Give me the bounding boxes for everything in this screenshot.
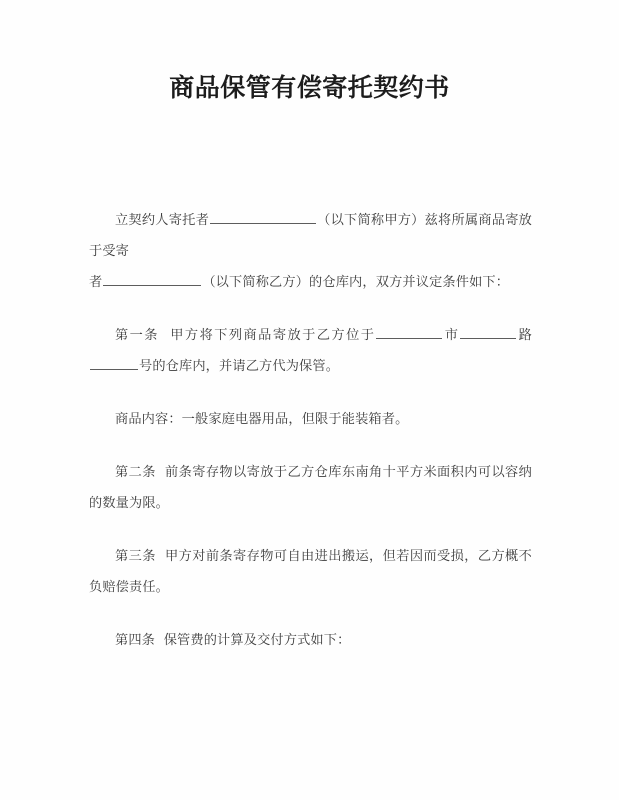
warehouse-city-blank[interactable] [376, 324, 442, 339]
clause-3-number: 第三条 [115, 549, 156, 564]
clause-1-tail-text: 号的仓库内，并请乙方代为保管。 [139, 359, 340, 374]
preamble-party-a-note: （以下简称甲方）兹将所属商品寄放于受寄 [89, 213, 532, 259]
paragraph-spacer [89, 298, 532, 320]
party-a-name-blank[interactable] [210, 209, 316, 224]
paragraph-spacer [89, 435, 532, 457]
clause-2 [89, 457, 532, 519]
clause-4-text: 保管费的计算及交付方式如下： [163, 633, 351, 648]
preamble-paragraph-line2 [89, 267, 532, 298]
clause-1-lead-text: 甲方将下列商品寄放于乙方位于 [170, 328, 376, 343]
paragraph-spacer [89, 603, 532, 625]
document-body [89, 205, 532, 656]
page-title: 商品保管有偿寄托契约书 [169, 73, 450, 102]
clause-2-number: 第二条 [115, 465, 156, 480]
preamble-lead-label: 立契约人寄托者 [115, 213, 210, 228]
clause-2-text: 前条寄存物以寄放于乙方仓库东南角十平方米面积内可以容纳的数量为限。 [89, 465, 532, 511]
warehouse-city-unit: 市 [443, 328, 460, 343]
warehouse-road-unit: 路 [517, 328, 532, 343]
clause-4 [89, 625, 532, 656]
paragraph-spacer [89, 519, 532, 541]
preamble-paragraph [89, 205, 532, 267]
clause-1-number: 第一条 [115, 328, 159, 343]
clause-1 [89, 320, 532, 382]
warehouse-road-blank[interactable] [460, 324, 516, 339]
goods-content-line [89, 404, 532, 435]
goods-content-text: 商品内容：一般家庭电器用品，但限于能装箱者。 [115, 412, 409, 427]
clause-3-text: 甲方对前条寄存物可自由进出搬运，但若因而受损，乙方概不负赔偿责任。 [89, 549, 532, 595]
receiver-label: 者 [89, 275, 103, 290]
warehouse-number-blank[interactable] [90, 355, 138, 370]
paragraph-spacer [89, 382, 532, 404]
clause-3 [89, 541, 532, 603]
party-b-name-blank[interactable] [103, 271, 201, 286]
clause-4-number: 第四条 [115, 633, 156, 648]
preamble-party-b-note: （以下简称乙方）的仓库内，双方并议定条件如下： [202, 275, 510, 290]
